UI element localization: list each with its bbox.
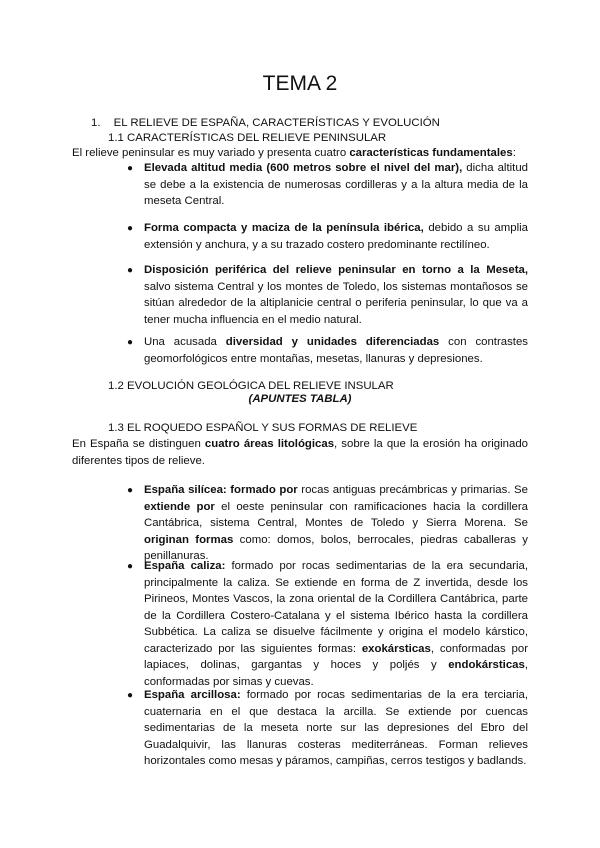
list-item: Disposición periférica del relieve peninsular en torno a la Meseta, salvo sistema Central y los montes de Toledo, los sistemas montañosos se sitúan alrededor de la altiplanicie central o periferia peninsular, lo que va a tener mucha influencia en el medio natural. — [144, 264, 528, 326]
section-number: 1. — [91, 117, 101, 129]
subsection-1-1: 1.1 CARACTERÍSTICAS DEL RELIEVE PENINSULAR — [108, 132, 387, 144]
list-item: España silícea: formado por rocas antiguas precámbricas y primarias. Se extiende por el oeste peninsular con ramificaciones hacia la cordillera Cantábrica, sistema Central, Montes de Toledo y Sierra Morena. Se originan formas como: domos, bolos, berrocales, piedras caballeras y penillanuras. — [144, 484, 529, 562]
list-item: España arcillosa: formado por rocas sedimentarias de la era terciaria, cuaternaria en el que destaca la arcilla. Se extiende por cuencas sedimentarias de la meseta norte sur las depresiones del Ebro del Guadalquivir, las llanuras costeras mediterráneas. Forman relieves horizontales como mesas y páramos, campiñas, cerros testigos y badlands. — [144, 689, 528, 767]
bullet-icon: ● — [127, 265, 134, 276]
bullet-icon: ● — [127, 690, 134, 701]
subsection-note: (APUNTES TABLA) — [248, 393, 352, 405]
page-title: TEMA 2 — [262, 72, 338, 95]
bullet-icon: ● — [127, 223, 134, 234]
list-item: Forma compacta y maciza de la península ibérica, debido a su amplia extensión y anchura, y a su trazado costero predominante rectilíneo. — [144, 222, 528, 251]
bullet-icon: ● — [127, 485, 134, 496]
bullet-icon: ● — [127, 163, 134, 174]
bullet-icon: ● — [127, 337, 134, 348]
section-heading-text: EL RELIEVE DE ESPAÑA, CARACTERÍSTICAS Y EVOLUCIÓN — [113, 117, 440, 129]
intro-paragraph-2: En España se distinguen cuatro áreas litológicas, sobre la que la erosión ha originado diferentes tipos de relieve. — [72, 438, 528, 467]
subsection-1-2: 1.2 EVOLUCIÓN GEOLÓGICA DEL RELIEVE INSULAR — [108, 380, 394, 392]
list-item: Elevada altitud media (600 metros sobre el nivel del mar), dicha altitud se debe a la existencia de numerosas cordilleras y a la altura media de la meseta Central. — [144, 162, 528, 207]
subsection-1-3: 1.3 EL ROQUEDO ESPAÑOL Y SUS FORMAS DE RELIEVE — [108, 422, 418, 434]
list-item: España caliza: formado por rocas sedimentarias de la era secundaria, principalmente la caliza. Se extiende en forma de Z invertida, desde los Pirineos, Montes Vascos, la zona oriental de la Cordillera Cantábrica, parte de la Cordillera Costero-Catalana y el sistema Ibérico hasta la cordillera Subbética. La caliza se disuelve fácilmente y origina el modelo kárstico, caracterizado por las siguientes formas: exokársticas, conformadas por lapiaces, dolinas, gargantas y hoces y poljés y endokársticas, conformadas por simas y cuevas. — [144, 560, 528, 688]
bullet-icon: ● — [127, 561, 134, 572]
intro-paragraph: El relieve peninsular es muy variado y presenta cuatro características fundamentales: — [72, 147, 516, 159]
list-item: Una acusada diversidad y unidades diferenciadas con contrastes geomorfológicos entre montañas, mesetas, llanuras y depresiones. — [144, 336, 528, 365]
